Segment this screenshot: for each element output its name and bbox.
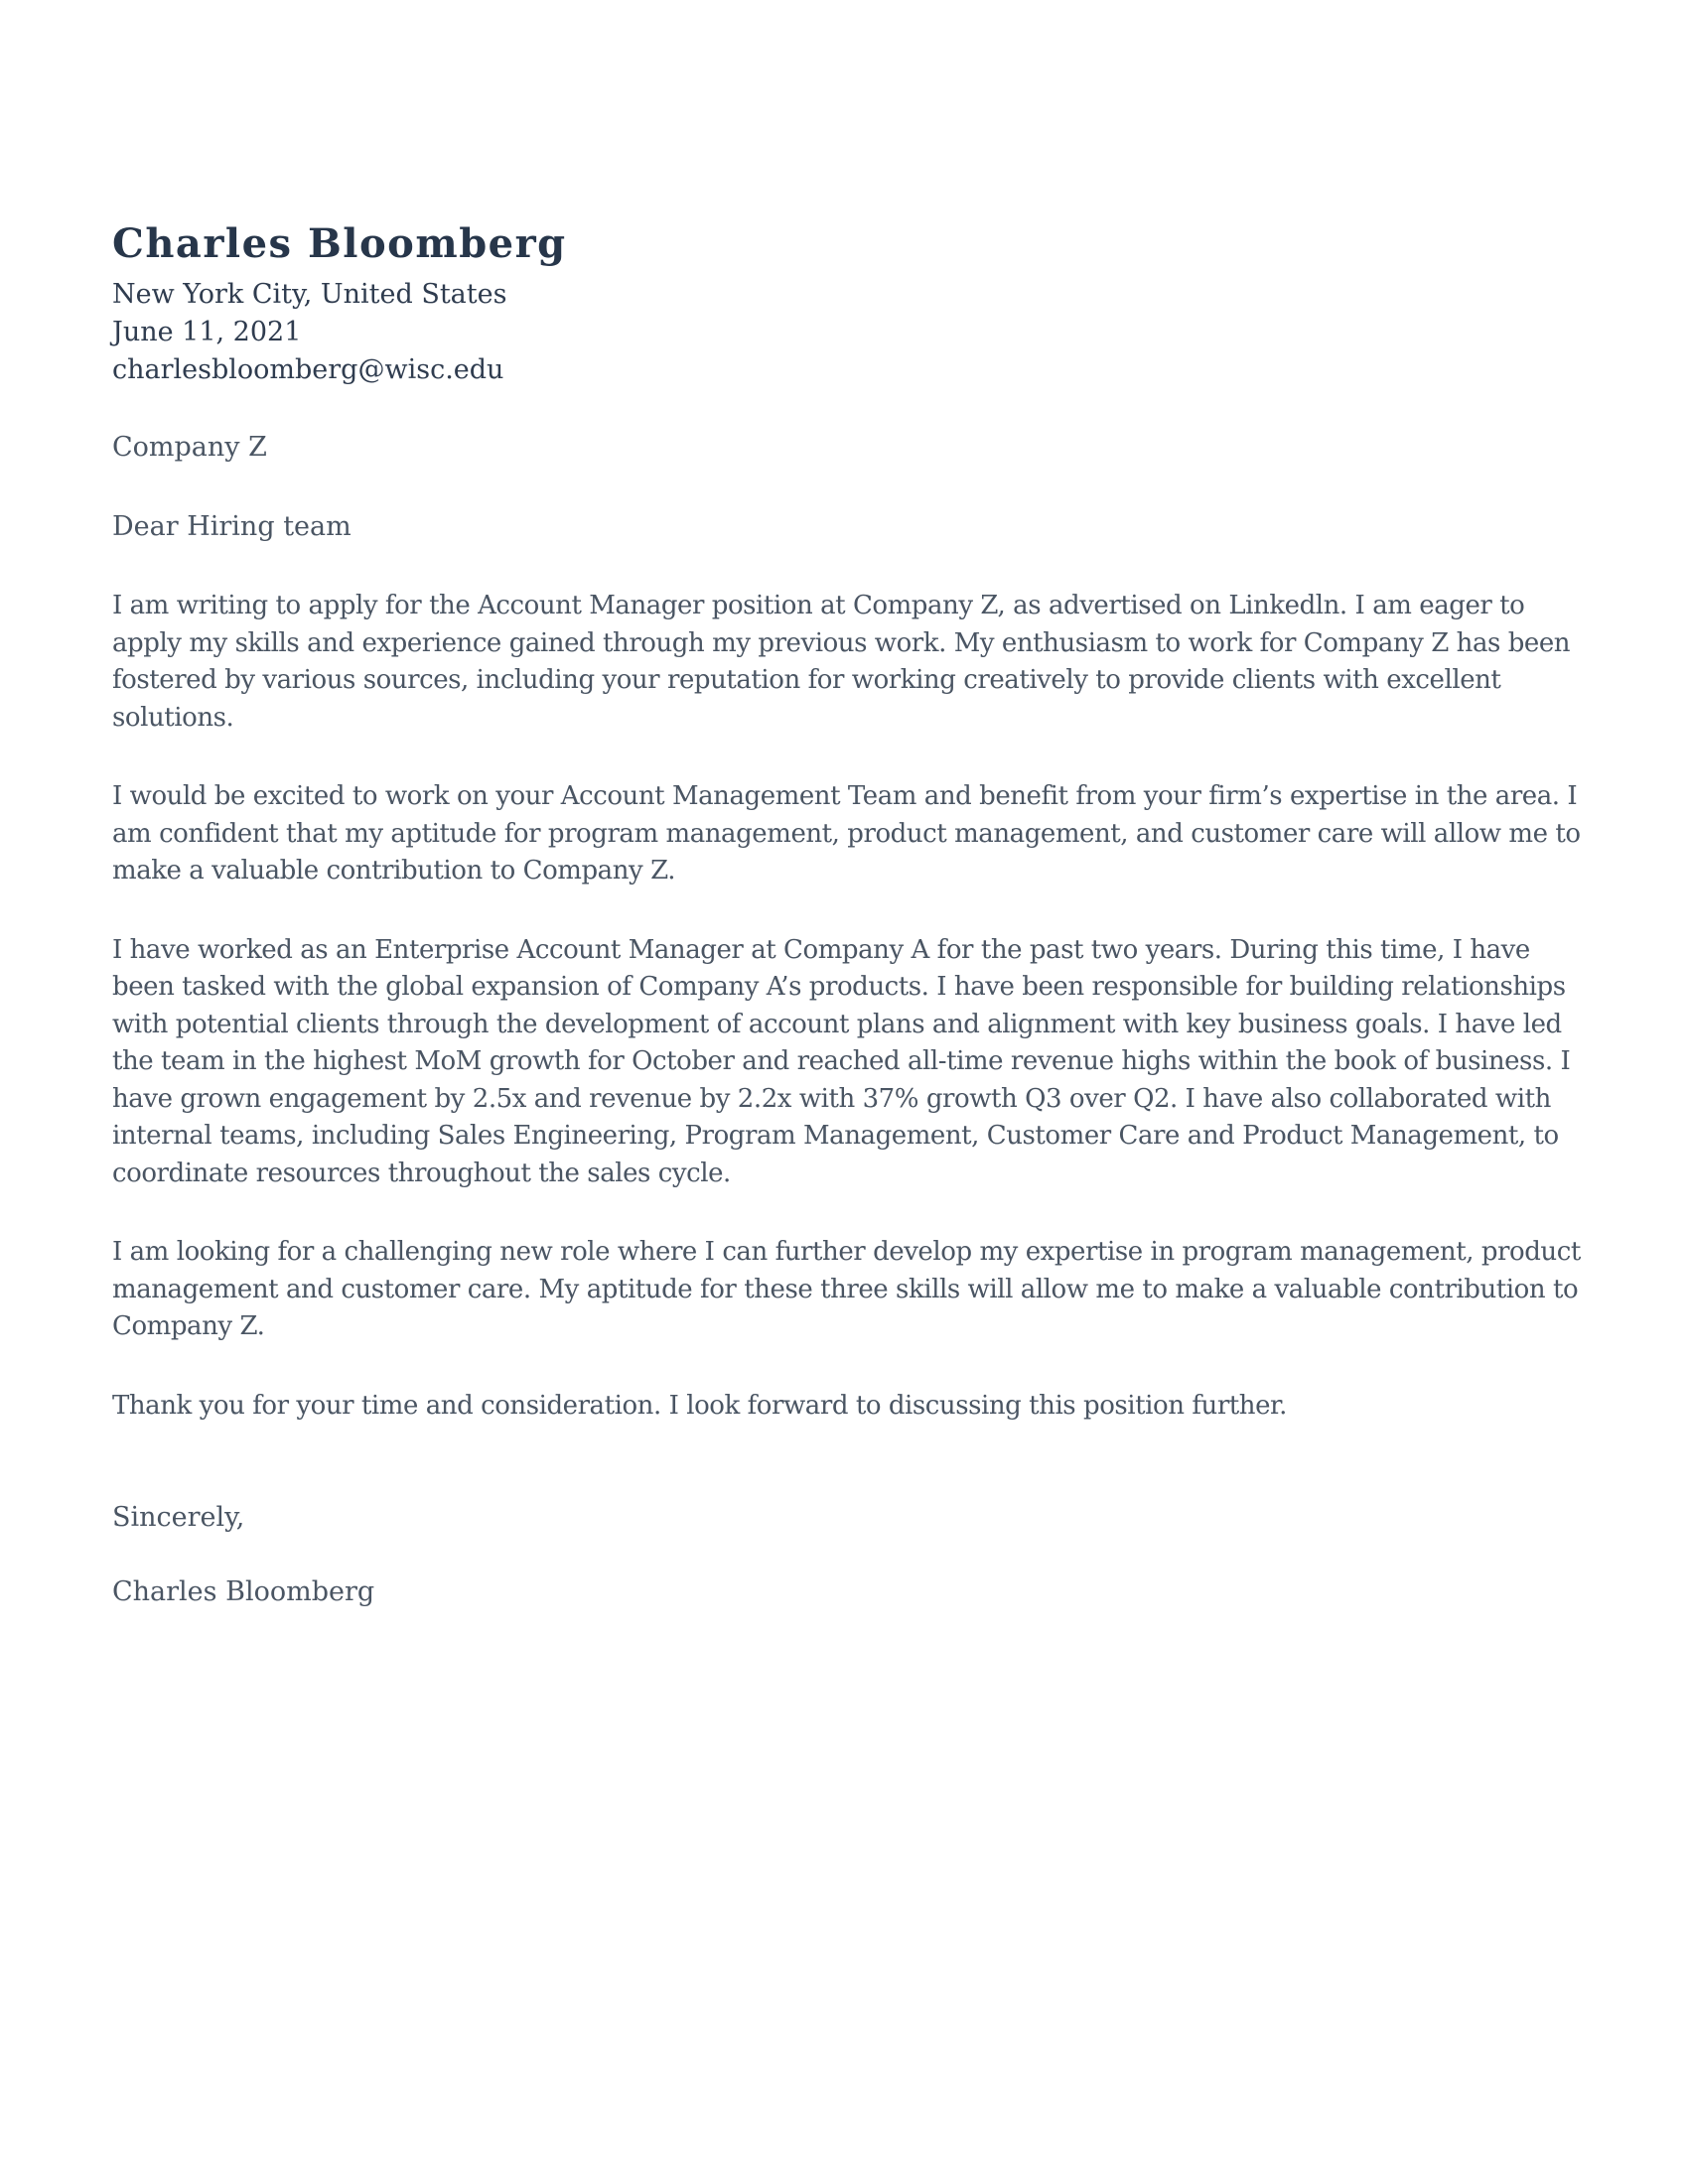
sender-name: Charles Bloomberg [112,220,567,267]
recipient-company: Company Z [112,432,267,463]
body-paragraph-5: Thank you for your time and consideration. I look forward to discussing this position further. [112,1390,1287,1421]
closing: Sincerely, [112,1502,245,1533]
sender-email: charlesbloomberg@wisc.edu [112,354,504,385]
signature: Charles Bloomberg [112,1576,375,1607]
body-paragraph-3: I have worked as an Enterprise Account Manager at Company A for the past two years. During this time, I have been tasked with the global expansion of Company A’s products. I have been responsible for building relationships with potential clients through the development of account plans and alignment with key business goals. I have led the team in the highest MoM growth for October and reached all-time revenue highs within the book of business. I have grown engagement by 2.5x and revenue by 2.2x with 37% growth Q3 over Q2. I have also collaborated with internal teams, including Sales Engineering, Program Management, Customer Care and Product Management, to coordinate resources throughout the sales cycle. [112,934,1571,1188]
letter-date: June 11, 2021 [112,317,302,347]
body-paragraph-4: I am looking for a challenging new role where I can further develop my expertise in program management, product management and customer care. My aptitude for these three skills will allow me to make a valuable contribution to Company Z. [112,1237,1581,1341]
contact-block [112,276,1582,389]
body-paragraph-1: I am writing to apply for the Account Manager position at Company Z, as advertised on Linkedln. I am eager to apply my skills and experience gained through my previous work. My enthusiasm to work for Company Z has been fostered by various sources, including your reputation for working creatively to provide clients with excellent solutions. [112,591,1571,733]
sender-location: New York City, United States [112,279,507,310]
cover-letter [112,218,1582,1611]
body-paragraph-2: I would be excited to work on your Account Management Team and benefit from your firm’s expertise in the area. I am confident that my aptitude for program management, product management, and customer care will allow me to make a valuable contribution to Company Z. [112,781,1581,886]
salutation: Dear Hiring team [112,511,352,542]
